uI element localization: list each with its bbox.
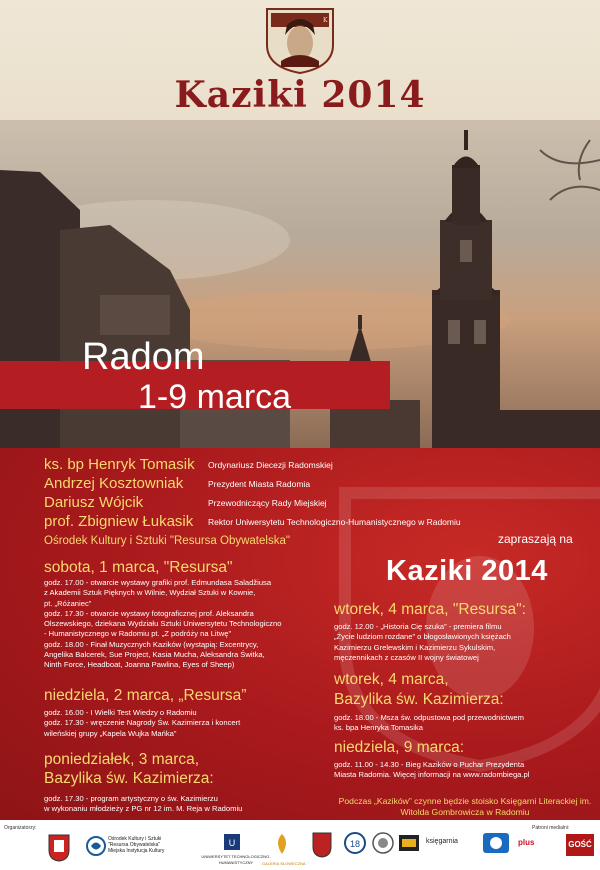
radio-logo-icon xyxy=(482,832,510,854)
svg-text:18: 18 xyxy=(349,839,361,849)
university-logo-icon xyxy=(222,832,242,852)
invite-text: zapraszają na xyxy=(498,532,573,546)
galeria-logo-icon xyxy=(274,832,290,856)
city-name: Radom xyxy=(82,336,205,378)
partners-label: Patroni medialni: xyxy=(532,825,570,831)
resursa-logo-text: Ośrodek Kultury i Sztuki "Resursa Obywatelska" Miejska Instytucja Kultury xyxy=(108,836,165,854)
event-item: godz. 12.00 - „Historia Cię szuka” - premiera filmu „Życie ludziom rozdane” o błogosławionych księżach Kazimierzu Grelewskim i Kazimierzu Sykulskim, męczennikach z czasów II wojny światowej xyxy=(334,622,511,662)
round-seal-icon xyxy=(372,832,394,854)
day-heading: wtorek, 4 marca, "Resursa": xyxy=(334,601,526,618)
svg-text:K: K xyxy=(323,17,328,24)
galeria-logo-text: GALERIA SŁOWECZNA xyxy=(262,861,306,866)
header xyxy=(0,0,600,120)
page-title: Kaziki 2014 xyxy=(174,74,426,116)
crest-logo xyxy=(263,5,337,75)
organizer-name: Ośrodek Kultury i Sztuki "Resursa Obywatelska" xyxy=(44,535,290,547)
event-item: godz. 16.00 - I Wielki Test Wiedzy o Radomiu godz. 17.30 - wręczenie Nagrody Św. Kazimierza i koncert wileńskiej grupy „Kapela Wujka Mańka” xyxy=(44,708,241,738)
organizer-row xyxy=(44,494,327,512)
event-item: godz. 17.30 - program artystyczny o św. Kazimierzu w wykonaniu młodzieży z PG nr 12 im. M. Reja w Radomiu xyxy=(44,794,243,814)
diocese-crest-icon xyxy=(312,832,332,858)
event-item: godz. 11.00 - 14.30 - Bieg Kazików o Puchar Prezydenta Miasta Radomia. Więcej informacji na www.radombiega.pl xyxy=(334,760,530,780)
festival-dates: 1-9 marca xyxy=(138,378,292,416)
organizer-row xyxy=(44,513,461,531)
organizer-name: ks. bp Henryk Tomasik xyxy=(44,456,195,473)
gosc-logo: GOŚĆ xyxy=(566,834,594,856)
day-heading: Bazylika św. Kazimierza: xyxy=(334,691,504,708)
day-heading: niedziela, 9 marca: xyxy=(334,739,465,756)
organizers-label: Organizatorzy: xyxy=(4,825,37,831)
day-heading: wtorek, 4 marca, xyxy=(334,671,449,688)
ksiegarnia-logo: księgarnia xyxy=(426,838,458,845)
event-title: Kaziki 2014 xyxy=(386,555,548,587)
day-heading: Bazylika św. Kazimierza: xyxy=(44,770,214,787)
radom-coat-of-arms-icon xyxy=(48,834,70,862)
organizer-role: Przewodniczący Rady Miejskiej xyxy=(208,498,327,508)
organizer-role: Prezydent Miasta Radomia xyxy=(208,479,311,489)
organizer-name: Andrzej Kosztowniak xyxy=(44,475,184,492)
organizer-role: Rektor Uniwersytetu Technologiczno-Humanistycznego w Radomiu xyxy=(208,517,461,527)
badge-18-icon xyxy=(344,832,366,854)
organizer-row xyxy=(44,475,311,493)
day-heading: sobota, 1 marca, "Resursa" xyxy=(44,559,233,576)
day-heading: niedziela, 2 marca, „Resursa” xyxy=(44,687,247,704)
university-logo-text: UNIWERSYTET TECHNOLOGICZNO-HUMANISTYCZNY xyxy=(201,854,271,865)
bar-logo-icon xyxy=(398,834,420,852)
event-item: godz. 17.00 - otwarcie wystawy grafiki prof. Edmundasa Saladžiusa z Akademii Sztuk Pięknych w Wilnie, Wydział Sztuki w Kownie, pt. „Różaniec” godz. 17.30 - otwarcie wystawy fotograficznej prof. Aleksandra Olszewskiego, dziekana Wydziału Sztuki Uniwersytetu Technologiczno - Humanistycznego w Radomiu pt. „Z podróży na Litwę” godz. 18.00 - Finał Muzycznych Kazików (wystąpią: Excentrycy, Angelika Balcerek, Sue Project, Kasia Mucha, Aleksandra Świtka, Ninth Force, Headboat, Joanna Pawlina, Eyes of Sheep) xyxy=(44,578,282,670)
resursa-logo-icon xyxy=(86,836,106,856)
event-item: godz. 18.00 - Msza św. odpustowa pod przewodnictwem ks. bpa Henryka Tomasika xyxy=(334,713,524,733)
organizer-name: prof. Zbigniew Łukasik xyxy=(44,513,194,530)
plus-radio-logo: plus xyxy=(518,838,535,847)
organizer-row xyxy=(44,531,290,549)
organizer-name: Dariusz Wójcik xyxy=(44,494,144,511)
bookstore-note: Podczas „Kazików” czynne będzie stoisko Księgarni Literackiej im. Witolda Gombrowicza w Radomiu xyxy=(338,796,592,817)
svg-text:U: U xyxy=(228,838,236,848)
day-heading: poniedziałek, 3 marca, xyxy=(44,751,200,768)
organizer-row xyxy=(44,456,333,474)
organizer-role: Ordynariusz Diecezji Radomskiej xyxy=(208,460,333,470)
